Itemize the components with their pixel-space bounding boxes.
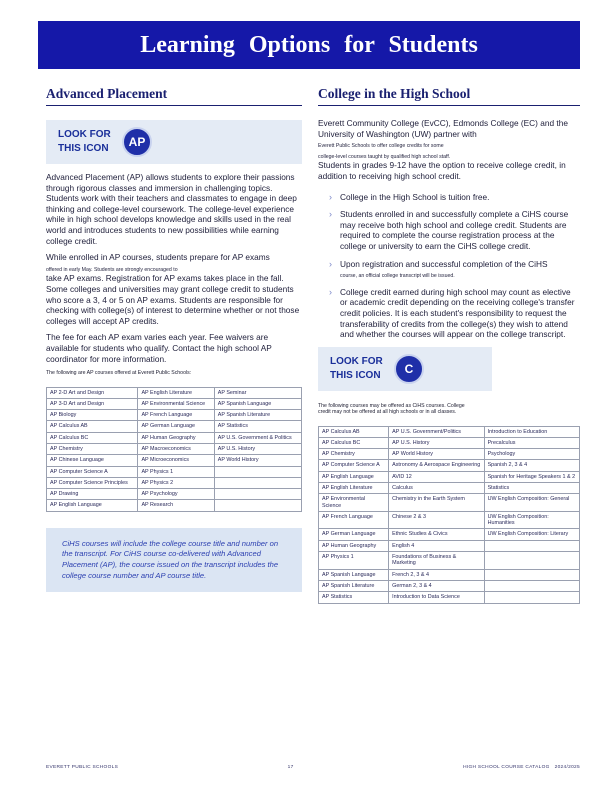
- cihs-intro: Everett Community College (EvCC), Edmonds College (EC) and the University of Washington (UW) partner with Everett Public Schools to offer college credits for some college-level courses taught by qualified high school staff. Students in grades 9-12 have the option to receive college credit, in addition to receiving high school credit.: [318, 118, 568, 181]
- table-cell: AP Physics 1: [319, 552, 389, 570]
- table-cell: AP Physics 1: [138, 466, 214, 477]
- table-cell: Precalculus: [484, 437, 579, 448]
- table-cell: [214, 489, 301, 500]
- table-cell: AP Physics 2: [138, 477, 214, 488]
- page-footer: [46, 765, 580, 770]
- cihs-table-caption: The following courses may be offered as CiHS courses. College credit may not be offered at all high schools or in all classes.: [318, 402, 465, 416]
- table-cell: AP Psychology: [138, 489, 214, 500]
- table-cell: AP English Language: [47, 500, 138, 511]
- table-row: [319, 471, 580, 482]
- table-cell: AP Microeconomics: [138, 455, 214, 466]
- table-cell: [214, 477, 301, 488]
- table-cell: Calculus: [389, 482, 484, 493]
- table-cell: AP Environmental Science: [319, 494, 389, 512]
- table-cell: AP Chemistry: [319, 449, 389, 460]
- table-row: [319, 460, 580, 471]
- table-cell: Ethnic Studies & Civics: [389, 529, 484, 540]
- cihs-section-title: College in the High School: [318, 86, 580, 106]
- table-cell: AP Spanish Literature: [214, 410, 301, 421]
- table-cell: AP Macroeconomics: [138, 443, 214, 454]
- list-item: › Students enrolled in and successfully complete a CiHS course may receive both high school and college credit. Students are required to complete the course registration process at the college or university to earn the CiHS college credit.: [318, 209, 580, 251]
- table-cell: AP Statistics: [319, 592, 389, 603]
- ap-body: [46, 172, 302, 364]
- table-row: [47, 477, 302, 488]
- ap-look-for-box: [46, 120, 302, 164]
- table-cell: AP Environmental Science: [138, 398, 214, 409]
- table-cell: AP Computer Science A: [319, 460, 389, 471]
- table-cell: AP World History: [214, 455, 301, 466]
- table-cell: AP Computer Science Principles: [47, 477, 138, 488]
- table-cell: [214, 466, 301, 477]
- table-row: [319, 449, 580, 460]
- cihs-icon: C: [394, 354, 424, 384]
- table-cell: AP Drawing: [47, 489, 138, 500]
- table-cell: AP Computer Science A: [47, 466, 138, 477]
- table-cell: AP Spanish Language: [319, 569, 389, 580]
- table-cell: [484, 592, 579, 603]
- table-cell: UW English Composition: General: [484, 494, 579, 512]
- table-cell: AP Spanish Language: [214, 398, 301, 409]
- ap-paragraph-2: While enrolled in AP courses, students prepare for AP exams offered in early May. Students are strongly encouraged to take AP exams. Registration for AP exams takes place in the fall. Some colleges and universities may grant college credit to students who score a 3, 4 or 5 on AP exams. Students are responsible for checking with college(s) of interest to determine whether or not those colleges will accept AP credits.: [46, 252, 300, 326]
- table-cell: AP French Language: [319, 511, 389, 529]
- look-for-label: LOOK FOR: [58, 129, 111, 140]
- table-cell: AP Chemistry: [47, 443, 138, 454]
- table-cell: Introduction to Data Science: [389, 592, 484, 603]
- ap-table-caption: The following are AP courses offered at Everett Public Schools:: [46, 370, 192, 377]
- page-banner: [38, 21, 580, 69]
- table-row: [319, 426, 580, 437]
- table-row: [319, 569, 580, 580]
- table-cell: Spanish 2, 3 & 4: [484, 460, 579, 471]
- table-row: [319, 580, 580, 591]
- list-item: › College in the High School is tuition free.: [318, 192, 580, 203]
- table-cell: Astronomy & Aerospace Engineering: [389, 460, 484, 471]
- table-cell: [484, 540, 579, 551]
- banner-title: Learning Options for Students: [140, 31, 478, 58]
- table-cell: AP U.S. History: [214, 443, 301, 454]
- ap-paragraph-3: The fee for each AP exam varies each year. Fee waivers are available for students who qualify. Contact the high school AP coordinator for more information.: [46, 332, 272, 364]
- table-cell: French 2, 3 & 4: [389, 569, 484, 580]
- list-item: › College credit earned during high school may count as elective or academic credit depending on the receiving college's transfer credit policies. It is each student's responsibility to request the transferability of credits from the college(s) they wish to attend and whether the courses will appear on the college transcript.: [318, 287, 580, 340]
- table-cell: Chemistry in the Earth System: [389, 494, 484, 512]
- table-cell: AP English Literature: [319, 482, 389, 493]
- table-cell: AP 3-D Art and Design: [47, 398, 138, 409]
- table-cell: Chinese 2 & 3: [389, 511, 484, 529]
- table-cell: AP English Language: [319, 471, 389, 482]
- table-row: [47, 455, 302, 466]
- cihs-courses-table: [318, 426, 580, 604]
- table-cell: AP Calculus AB: [319, 426, 389, 437]
- table-cell: AP Spanish Literature: [319, 580, 389, 591]
- table-cell: AP Seminar: [214, 387, 301, 398]
- ap-paragraph-1: Advanced Placement (AP) allows students to explore their passions through rigorous classes and immersion in challenging topics. Students work with their teachers and classmates to engage in deep thinking and college-level coursework. The college-level experience while in high school develops knowledge and skills used in the real world and introduces students to new possibilities while earning college credit.: [46, 172, 297, 246]
- table-cell: AP Statistics: [214, 421, 301, 432]
- table-row: [47, 443, 302, 454]
- table-row: [319, 540, 580, 551]
- table-cell: AP U.S. History: [389, 437, 484, 448]
- table-row: [319, 592, 580, 603]
- table-cell: AP French Language: [138, 410, 214, 421]
- cihs-bullets: [318, 192, 580, 340]
- footer-page-number: 17: [287, 765, 294, 770]
- footer-catalog: HIGH SCHOOL COURSE CATALOG 2024/2025: [463, 765, 580, 770]
- table-cell: Introduction to Education: [484, 426, 579, 437]
- table-cell: AP Research: [138, 500, 214, 511]
- ap-icon: AP: [122, 127, 152, 157]
- table-cell: AVID 12: [389, 471, 484, 482]
- this-icon-label: THIS ICON: [58, 143, 109, 154]
- table-cell: [484, 569, 579, 580]
- cihs-note: CiHS courses will include the college course title and number on the transcript. For CiHS course co-delivered with Advanced Placement (AP), the course issued on the transcript includes the college course number and AP course title.: [46, 528, 302, 592]
- table-row: [319, 552, 580, 570]
- table-row: [47, 432, 302, 443]
- table-cell: AP Chinese Language: [47, 455, 138, 466]
- table-cell: AP 2-D Art and Design: [47, 387, 138, 398]
- table-cell: [214, 500, 301, 511]
- table-cell: AP Calculus BC: [319, 437, 389, 448]
- table-cell: Foundations of Business & Marketing: [389, 552, 484, 570]
- cihs-column: [318, 86, 580, 604]
- table-row: [319, 494, 580, 512]
- table-cell: AP English Literature: [138, 387, 214, 398]
- look-for-label: LOOK FOR: [330, 355, 383, 367]
- table-cell: Spanish for Heritage Speakers 1 & 2: [484, 471, 579, 482]
- table-row: [319, 437, 580, 448]
- ap-column: [46, 86, 302, 592]
- table-cell: AP Calculus AB: [47, 421, 138, 432]
- this-icon-label: THIS ICON: [330, 369, 381, 381]
- table-row: [319, 529, 580, 540]
- table-row: [319, 482, 580, 493]
- table-cell: Psychology: [484, 449, 579, 460]
- table-cell: [484, 580, 579, 591]
- table-cell: English 4: [389, 540, 484, 551]
- table-cell: UW English Composition: Literary: [484, 529, 579, 540]
- table-row: [47, 410, 302, 421]
- table-cell: AP World History: [389, 449, 484, 460]
- table-cell: German 2, 3 & 4: [389, 580, 484, 591]
- table-cell: AP Human Geography: [138, 432, 214, 443]
- cihs-look-for-box: [318, 347, 492, 391]
- table-cell: AP Biology: [47, 410, 138, 421]
- table-cell: Statistics: [484, 482, 579, 493]
- ap-courses-table: [46, 387, 302, 512]
- table-row: [47, 421, 302, 432]
- table-row: [319, 511, 580, 529]
- table-cell: AP Human Geography: [319, 540, 389, 551]
- table-cell: AP German Language: [138, 421, 214, 432]
- footer-district: EVERETT PUBLIC SCHOOLS: [46, 765, 119, 770]
- table-row: [47, 398, 302, 409]
- table-cell: AP U.S. Government/Politics: [389, 426, 484, 437]
- table-cell: UW English Composition: Humanities: [484, 511, 579, 529]
- list-item: › Upon registration and successful completion of the CiHS course, an official college transcript will be issued.: [318, 259, 580, 280]
- ap-section-title: Advanced Placement: [46, 86, 302, 106]
- table-row: [47, 500, 302, 511]
- table-cell: AP German Language: [319, 529, 389, 540]
- table-row: [47, 466, 302, 477]
- table-cell: AP U.S. Government & Politics: [214, 432, 301, 443]
- table-row: [47, 489, 302, 500]
- table-cell: [484, 552, 579, 570]
- table-cell: AP Calculus BC: [47, 432, 138, 443]
- table-row: [47, 387, 302, 398]
